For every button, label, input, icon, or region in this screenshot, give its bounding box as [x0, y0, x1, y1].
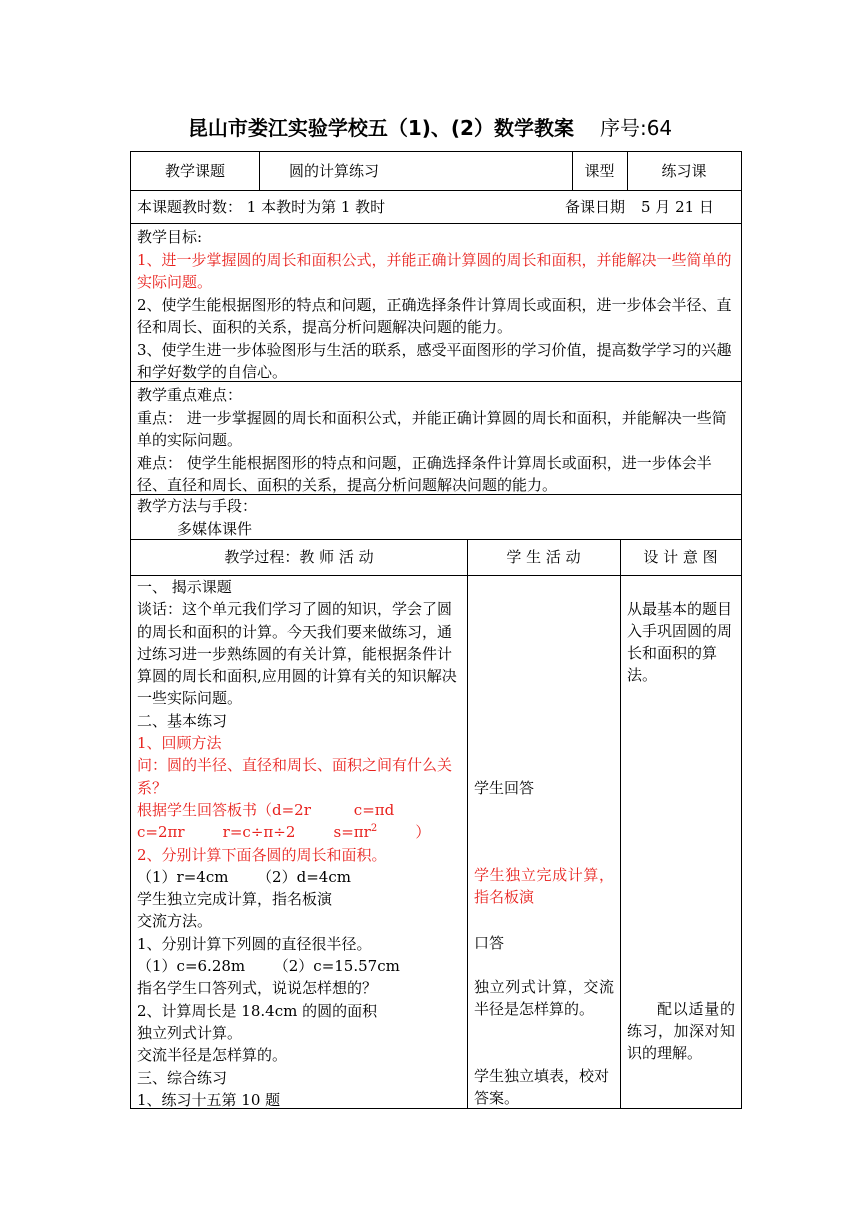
objectives-row [131, 224, 741, 382]
hours-text: 本课题教时数： 1 本教时为第 1 教时 [137, 198, 386, 216]
topic-row [131, 152, 741, 191]
objectives-heading: 教学目标: [137, 228, 203, 246]
objective-1: 1、进一步掌握圆的周长和面积公式，并能正确计算圆的周长和面积，并能解决一些简单的实际问题。 [137, 250, 732, 291]
date-value: 5 月 21 日 [641, 198, 714, 216]
design-intent-1: 从最基本的题目入手巩固圆的周长和面积的算法。 [627, 600, 733, 684]
key-difficulty: 难点： 使学生能根据图形的特点和问题，正确选择条件计算周长或面积，进一步体会半径、直径和周长、面积的关系，提高分析问题解决问题的能力。 [137, 453, 712, 494]
formula-line [137, 821, 463, 843]
hours-row [131, 191, 741, 224]
student-fill-table: 学生独立填表，校对答案。 [474, 1067, 610, 1107]
teacher-line: 谈话：这个单元我们学习了圆的知识，学会了圆的周长和面积的计算。今天我们要来做练习，通过练习进一步熟练圆的有关计算，能根据条件计算圆的周长和面积,应用圆的计算有关的知识解决一些实际问题。 [137, 600, 457, 708]
title-text: 昆山市娄江实验学校五（1)、(2）数学教案 [187, 116, 574, 140]
document-title [0, 112, 860, 141]
teacher-line: 二、基本练习 [137, 711, 228, 730]
methods-heading: 教学方法与手段： [137, 497, 258, 515]
teacher-line: 1、回顾方法 [137, 734, 222, 753]
objective-3: 3、使学生进一步体验图形与生活的联系，感受平面图形的学习价值，提高数学学习的兴趣和学好数学的自信心。 [137, 340, 732, 381]
teacher-line: 2、计算周长是 18.4cm 的圆的面积 [137, 1001, 378, 1020]
type-label: 课型 [584, 162, 615, 180]
key-points-heading: 教学重点难点： [137, 386, 243, 404]
formula-text: c=2πr r=c÷π÷2 s=πr [137, 823, 371, 842]
student-answer: 学生回答 [474, 779, 535, 797]
teacher-line: 根据学生回答板书（d=2r c=πd [137, 800, 395, 819]
teacher-line: 学生独立完成计算，指名板演 [137, 890, 333, 909]
objective-2: 2、使学生能根据图形的特点和问题，正确选择条件计算周长或面积，进一步体会半径、直径和周长、面积的关系，提高分析问题解决问题的能力。 [137, 295, 732, 336]
design-intent-2: 配以适量的练习，加深对知识的理解。 [627, 1000, 735, 1062]
key-focus: 重点： 进一步掌握圆的周长和面积公式，并能正确计算圆的周长和面积，并能解决一些简单的实际问题。 [137, 408, 727, 449]
formula-close: ） [377, 823, 431, 842]
teacher-line: 1、练习十五第 10 题 [137, 1090, 281, 1109]
serial-number: 序号:64 [599, 116, 673, 140]
teacher-line: （1）r=4cm （2）d=4cm [137, 867, 351, 886]
topic-label: 教学课题 [164, 162, 225, 180]
teacher-line: （1）c=6.28m （2）c=15.57cm [137, 957, 400, 976]
type-value: 练习课 [661, 162, 707, 180]
teacher-activity-header: 教学过程：教 师 活 动 [224, 548, 374, 566]
student-activity-header: 学 生 活 动 [506, 548, 581, 566]
lesson-plan-table [130, 151, 742, 1109]
methods-value: 多媒体课件 [177, 519, 253, 538]
student-oral-answer: 口答 [474, 934, 505, 952]
process-header-row [131, 540, 741, 576]
student-calculation: 独立列式计算，交流半径是怎样算的。 [474, 978, 614, 1018]
teacher-line: 三、综合练习 [137, 1068, 228, 1087]
topic-value: 圆的计算练习 [289, 162, 380, 180]
teacher-line: 指名学生口答列式，说说怎样想的？ [137, 979, 378, 998]
process-body-row [131, 576, 741, 1108]
teacher-line: 交流方法。 [137, 912, 213, 931]
teacher-line: 1、分别计算下列圆的直径很半径。 [137, 934, 372, 953]
design-intent-header: 设 计 意 图 [643, 548, 718, 566]
teacher-line: 一、 揭示课题 [137, 578, 232, 596]
teacher-line: 独立列式计算。 [137, 1023, 243, 1042]
key-points-row [131, 382, 741, 495]
teacher-line: 交流半径是怎样算的。 [137, 1046, 288, 1065]
student-independent-work: 学生独立完成计算，指名板演 [474, 866, 614, 906]
formula-exponent: 2 [370, 823, 378, 835]
date-label: 备课日期 [565, 198, 626, 216]
methods-row [131, 495, 741, 540]
teacher-activity-column [137, 576, 463, 1111]
teacher-line: 2、分别计算下面各圆的周长和面积。 [137, 845, 387, 864]
teacher-line: 问：圆的半径、直径和周长、面积之间有什么关系？ [137, 756, 453, 797]
